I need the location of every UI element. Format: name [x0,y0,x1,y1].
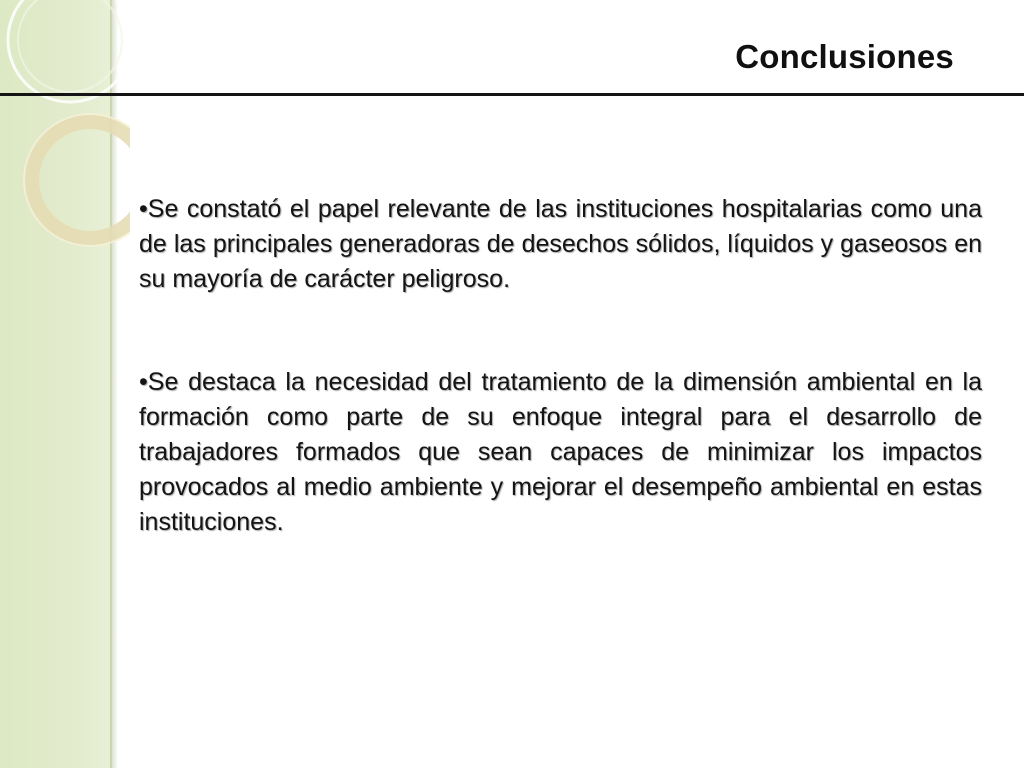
bullet-marker: • [139,195,148,223]
conclusion-item [139,365,982,540]
header-divider [0,93,1024,96]
conclusion-text: Se destaca la necesidad del tratamiento de la dimensión ambiental en la formación como parte de su enfoque integral para el desarrollo de trabajadores formados que sean capaces de minimizar los impactos provocados al medio ambiente y mejorar el desempeño ambiental en estas instituciones. [139,368,982,536]
slide-title: Conclusiones [735,38,954,75]
conclusion-item [139,192,982,297]
bullet-marker: • [139,368,148,396]
conclusion-text: Se constató el papel relevante de las instituciones hospitalarias como una de las principales generadoras de desechos sólidos, líquidos y gaseosos en su mayoría de carácter peligroso. [139,195,982,293]
decorative-rings [0,0,130,300]
conclusions-body [139,192,982,540]
